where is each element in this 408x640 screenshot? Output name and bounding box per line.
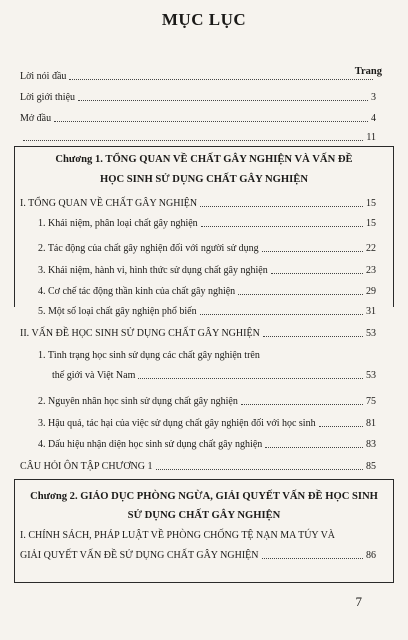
chapter2-right-border xyxy=(393,479,394,582)
entry-label: Lời giới thiệu xyxy=(20,92,76,103)
toc-entry-foreword[interactable] xyxy=(20,70,376,83)
page-column-label: Trang xyxy=(354,66,382,77)
toc-entry-ch2-section1-line1[interactable]: I. CHÍNH SÁCH, PHÁP LUẬT VỀ PHÒNG CHỐNG TỆ NẠN MA TÚY VÀ xyxy=(20,530,336,541)
entry-page: 85 xyxy=(366,461,376,472)
entry-label: 5. Một số loại chất gây nghiện phổ biến xyxy=(38,306,197,317)
entry-label: CÂU HỎI ÔN TẬP CHƯƠNG 1 xyxy=(20,461,153,472)
entry-page: 23 xyxy=(366,265,376,276)
leader-dots xyxy=(263,336,363,337)
chapter1-right-border xyxy=(393,146,394,307)
chapter1-left-border xyxy=(14,146,15,307)
toc-entry-ch1-1[interactable] xyxy=(38,217,376,230)
toc-entry-ch1-review[interactable] xyxy=(20,460,376,473)
entry-page: 29 xyxy=(366,286,376,297)
entry-page: 53 xyxy=(366,328,376,339)
chapter2-left-border xyxy=(14,479,15,582)
leader-dots xyxy=(262,251,363,252)
entry-label: 1. Khái niệm, phân loại chất gây nghiện xyxy=(38,218,198,229)
leader-dots xyxy=(200,314,363,315)
leader-dots xyxy=(23,140,363,141)
toc-entry-introduction[interactable] xyxy=(20,91,376,104)
chapter2-heading-line1: Chương 2. GIÁO DỤC PHÒNG NGỪA, GIẢI QUYẾT VẤN ĐỀ HỌC SINH xyxy=(30,491,378,502)
leader-dots xyxy=(262,558,364,559)
toc-entry-ch1-s2-4[interactable] xyxy=(38,438,376,451)
entry-label: I. TỔNG QUAN VỀ CHẤT GÂY NGHIỆN xyxy=(20,198,198,209)
leader-dots xyxy=(78,100,368,101)
chapter1-heading-line1: Chương 1. TỔNG QUAN VỀ CHẤT GÂY NGHIỆN VÀ VẤN ĐỀ xyxy=(55,154,353,165)
toc-entry-ch1-5[interactable] xyxy=(38,305,376,318)
page-bottom-rule xyxy=(14,582,394,583)
chapter1-top-border xyxy=(14,146,394,147)
entry-label: Mở đầu xyxy=(20,113,52,124)
leader-dots xyxy=(201,226,363,227)
toc-entry-ch1-s2-1[interactable] xyxy=(52,369,376,382)
leader-dots xyxy=(238,294,363,295)
entry-label: 4. Cơ chế tác động thần kinh của chất gây nghiện xyxy=(38,286,236,297)
leader-dots xyxy=(156,469,364,470)
page-number: 7 xyxy=(355,594,362,609)
leader-dots xyxy=(271,273,363,274)
entry-label: thế giới và Việt Nam xyxy=(52,370,136,381)
leader-dots xyxy=(265,447,363,448)
entry-page: 86 xyxy=(366,550,376,561)
entry-label: 3. Hậu quả, tác hại của việc sử dụng chất gây nghiện đối với học sinh xyxy=(38,418,316,429)
entry-page: 83 xyxy=(366,439,376,450)
entry-page: 31 xyxy=(366,306,376,317)
leader-dots xyxy=(241,404,363,405)
entry-page: 81 xyxy=(366,418,376,429)
entry-page: 75 xyxy=(366,396,376,407)
toc-entry-ch1-2[interactable] xyxy=(38,242,376,255)
leader-dots xyxy=(138,378,363,379)
chapter2-heading-line2: SỬ DỤNG CHẤT GÂY NGHIỆN xyxy=(127,510,281,521)
toc-entry-ch1-3[interactable] xyxy=(38,264,376,277)
leader-dots xyxy=(200,206,363,207)
chapter1-heading-line2: HỌC SINH SỬ DỤNG CHẤT GÂY NGHIỆN xyxy=(100,174,308,185)
toc-entry-ch1-s2-3[interactable] xyxy=(38,417,376,430)
leader-dots xyxy=(319,426,363,427)
entry-label: II. VẤN ĐỀ HỌC SINH SỬ DỤNG CHẤT GÂY NGHIỆN xyxy=(20,328,260,339)
entry-page: 15 xyxy=(366,218,376,229)
entry-page: 11 xyxy=(366,132,376,143)
entry-page: 22 xyxy=(366,243,376,254)
entry-page: 15 xyxy=(366,198,376,209)
entry-label: 3. Khái niệm, hành vi, hình thức sử dụng chất gây nghiện xyxy=(38,265,268,276)
entry-label: 2. Tác động của chất gây nghiện đối với người sử dụng xyxy=(38,243,259,254)
entry-page: 3 xyxy=(371,92,376,103)
chapter2-top-border xyxy=(14,479,394,480)
entry-page: 53 xyxy=(366,370,376,381)
toc-entry-ch1-section1[interactable] xyxy=(20,197,376,210)
toc-entry-opening[interactable] xyxy=(20,112,376,125)
toc-entry-ch1-section2[interactable] xyxy=(20,327,376,340)
toc-entry-ch1-s2-2[interactable] xyxy=(38,395,376,408)
toc-entry-ch2-section1[interactable] xyxy=(20,549,376,562)
leader-dots xyxy=(69,79,373,80)
entry-label: 4. Dấu hiệu nhận diện học sinh sử dụng chất gây nghiện xyxy=(38,439,263,450)
entry-label: Lời nói đầu xyxy=(20,71,67,82)
toc-entry-ch1-4[interactable] xyxy=(38,285,376,298)
entry-label: GIẢI QUYẾT VẤN ĐỀ SỬ DỤNG CHẤT GÂY NGHIỆN xyxy=(20,550,259,561)
toc-entry-blank[interactable] xyxy=(20,131,376,144)
entry-page: 4 xyxy=(371,113,376,124)
toc-entry-ch2-1-line1[interactable]: 1. Tình trạng học sinh sử dụng các chất gây nghiện trên xyxy=(38,350,260,361)
page-title: MỤC LỤC xyxy=(161,10,247,29)
leader-dots xyxy=(54,121,368,122)
entry-label: 2. Nguyên nhân học sinh sử dụng chất gây nghiện xyxy=(38,396,238,407)
